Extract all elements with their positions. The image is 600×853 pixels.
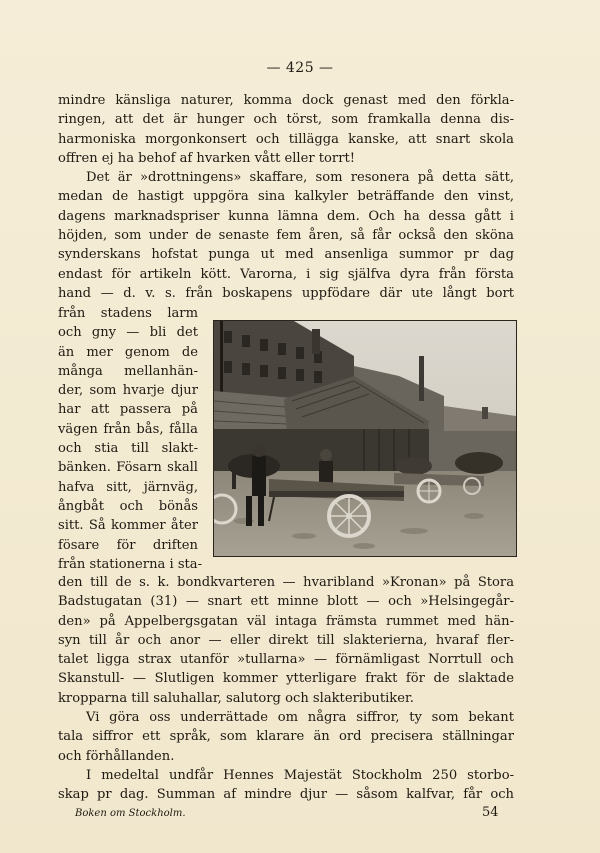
book-signature: Boken om Stockholm. <box>75 808 186 819</box>
text-line: medan de hastigt uppgöra sina kalkyler beträffande den vinst, <box>58 189 514 205</box>
text-line: sitt. Så kommer åter <box>58 518 198 534</box>
text-line: från stationerna i sta- <box>58 556 203 572</box>
text-line: der, som hvarje djur <box>58 383 198 399</box>
text-line: offren ej ha behof af hvarken vått eller torrt! <box>58 150 355 166</box>
text-line: syn till år och anor — eller direkt till slakterierna, hvaraf fler- <box>58 632 514 648</box>
photo-illustration <box>214 321 516 556</box>
text-line: och gny — bli det <box>58 325 198 341</box>
text-line: synderskans hofstat punga ut med ansenliga summor pr dag <box>58 247 514 263</box>
text-line: Badstugatan (31) — snart ett minne blott — och »Helsingegår- <box>58 594 514 610</box>
text-line: skap pr dag. Summan af mindre djur — såsom kalfvar, får och <box>58 787 514 803</box>
text-line: dagens marknadspriser kunna lämna dem. Och ha dessa gått i <box>58 208 514 224</box>
side-column <box>58 304 203 574</box>
sheet-number: 54 <box>482 805 499 820</box>
text-line: harmoniska morgonkonsert och tillägga kanske, att snart skola <box>58 131 514 147</box>
text-line: hafva sitt, järnväg, <box>58 479 198 495</box>
text-line: vägen från bås, fålla <box>58 421 198 437</box>
text-line: och förhållanden. <box>58 748 175 764</box>
text-line: I medeltal undfår Hennes Majestät Stockholm 250 storbo- <box>86 767 514 783</box>
text-line: Vi göra oss underrättade om några siffror, ty som bekant <box>86 710 514 726</box>
top-paragraphs <box>58 91 514 303</box>
text-line: än mer genom de <box>58 344 198 360</box>
text-line: ångbåt och bönås <box>58 498 198 514</box>
page-number: — 425 — <box>266 60 334 76</box>
text-line: kropparna till saluhallar, salutorg och slakteributiker. <box>58 690 414 706</box>
text-line: och stia till slakt- <box>58 441 198 457</box>
text-line: från stadens larm <box>58 306 198 321</box>
text-line: fösare för driften <box>58 537 198 553</box>
text-line: mindre känsliga naturer, komma dock genast med den förkla- <box>58 93 514 108</box>
text-line: har att passera på <box>58 402 198 418</box>
text-line: Det är »drottningens» skaffare, som resonera på detta sätt, <box>86 170 514 186</box>
text-line: tala siffror ett språk, som klarare än ord precisera ställningar <box>58 729 514 745</box>
text-line: ringen, att det är hunger och törst, som framkalla denna dis- <box>58 112 514 128</box>
text-line: höjden, som under de senaste fem åren, så får också den sköna <box>58 228 514 244</box>
bottom-paragraphs <box>58 573 514 805</box>
text-line: många mellanhän- <box>58 363 198 379</box>
text-line: den till de s. k. bondkvarteren — hvaribland »Kronan» på Stora <box>58 575 514 590</box>
photograph-market-street <box>213 320 517 557</box>
text-line: hand — d. v. s. från boskapens uppfödare där ute långt bort <box>58 285 514 301</box>
text-line: talet ligga strax utanför »tullarna» — förnämligast Norrtull och <box>58 652 514 668</box>
text-line: den» på Appelbergsgatan väl intaga främsta rummet med hän- <box>58 613 514 629</box>
text-line: bänken. Fösarn skall <box>58 460 198 476</box>
text-line: endast för artikeln kött. Varorna, i sig själfva dyra från första <box>58 266 514 282</box>
text-line: Skanstull- — Slutligen kommer ytterligare frakt för de slaktade <box>58 671 514 687</box>
